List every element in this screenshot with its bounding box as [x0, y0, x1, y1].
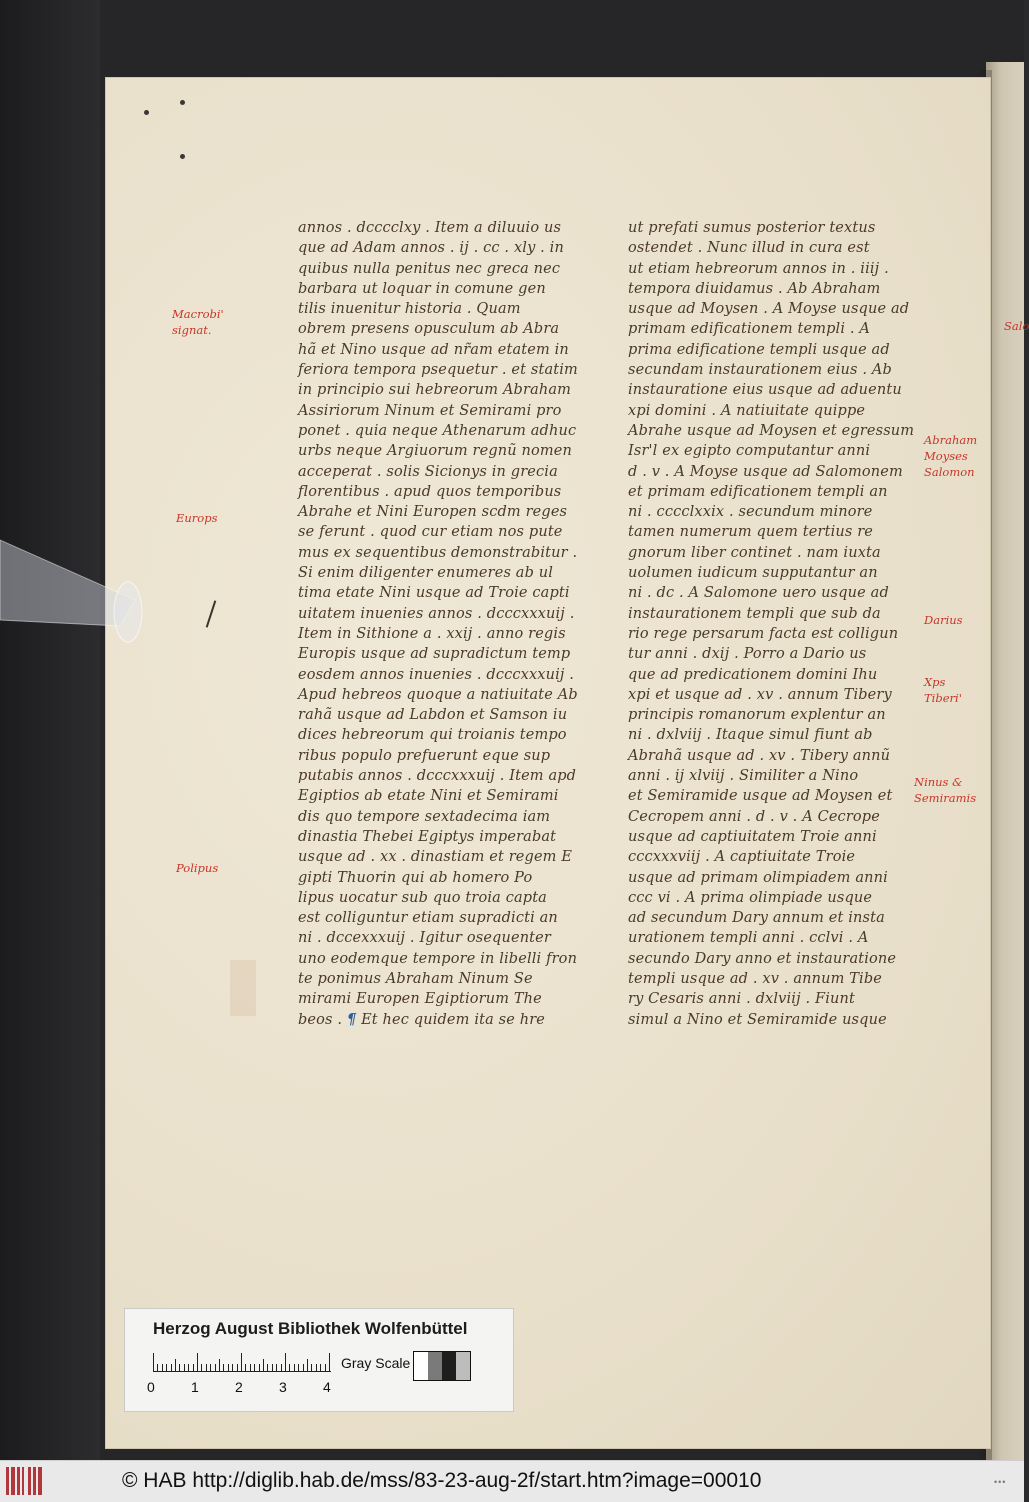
text-line: cccxxxviij . A captiuitate Troie: [628, 849, 856, 866]
text-line: dis quo tempore sextadecima iam: [298, 808, 551, 825]
margin-note: Ninus & Semiramis: [914, 775, 977, 805]
text-line: in principio sui hebreorum Abraham: [298, 382, 572, 399]
text-line: et primam edificationem templi an: [628, 483, 888, 500]
text-line: dices hebreorum qui troianis tempo: [298, 727, 567, 744]
text-line: usque ad captiuitatem Troie anni: [628, 828, 877, 845]
text-line: gipti Thuorin qui ab homero Po: [298, 869, 533, 886]
text-line: ni . dxlviij . Itaque simul fiunt ab: [628, 727, 873, 744]
text-line: urationem templi anni . cclvi . A: [628, 930, 869, 947]
gray-swatch: [414, 1352, 428, 1380]
text-line: instauratione eius usque ad aduentu: [628, 382, 902, 399]
text-line: Cecropem anni . d . v . A Cecrope: [628, 808, 880, 825]
paragraph-mark-icon: ¶: [346, 1010, 357, 1028]
text-line: acceperat . solis Sicionys in grecia: [298, 463, 558, 480]
text-line: annos . dcccclxy . Item a diluuio us: [298, 220, 562, 236]
text-line: tur anni . dxij . Porro a Dario us: [628, 646, 867, 663]
text-line: prima edificatione templi usque ad: [628, 341, 890, 358]
text-line: ut etiam hebreorum annos in . iiij .: [628, 260, 889, 277]
ruler-number: 1: [191, 1379, 199, 1395]
text-line: obrem presens opusculum ab Abra: [298, 321, 560, 338]
text-line: gnorum liber continet . nam iuxta: [628, 544, 881, 561]
text-line: Abrahe et Nini Europen scdm reges: [298, 504, 568, 521]
backdrop-edge: [0, 0, 100, 1460]
text-line: templi usque ad . xv . annum Tibe: [628, 970, 883, 987]
text-line: ad secundum Dary annum et insta: [628, 910, 885, 927]
text-line: Abrahe usque ad Moysen et egressum: [628, 422, 915, 439]
text-line: ni . dc . A Salomone uero usque ad: [628, 585, 889, 602]
gray-swatch: [428, 1352, 442, 1380]
glass-weight: [0, 540, 150, 650]
text-line: hã et Nino usque ad nr̃am etatem in: [298, 341, 569, 358]
text-line: Egiptios ab etate Nini et Semirami: [298, 788, 559, 805]
text-line: florentibus . apud quos temporibus: [298, 483, 562, 500]
text-line: ni . dccexxxuij . Igitur osequenter: [298, 930, 551, 947]
footer-bar: [0, 1460, 1024, 1502]
text-line: Si enim diligenter enumeres ab ul: [298, 565, 554, 582]
text-line: tamen numerum quem tertius re: [628, 524, 874, 541]
text-line: mirami Europen Egiptiorum The: [298, 991, 542, 1008]
text-line: feriora tempora psequetur . et statim: [298, 362, 578, 379]
text-line: te ponimus Abraham Ninum Se: [298, 970, 533, 987]
text-line: ribus populo prefuerunt eque sup: [298, 747, 551, 764]
text-line: tilis inuenitur historia . Quam: [298, 301, 521, 318]
text-line: dinastia Thebei Egiptys imperabat: [298, 828, 557, 845]
text-line: Apud hebreos quoque a natiuitate Ab: [298, 686, 578, 703]
text-line: secundam instaurationem eius . Ab: [628, 362, 892, 379]
gray-swatch: [456, 1352, 470, 1380]
text-line: uno eodemque tempore in libelli fron: [298, 950, 578, 967]
scale-card: [124, 1308, 514, 1412]
text-line: ccc vi . A prima olimpiade usque: [628, 889, 873, 906]
gray-swatch: [442, 1352, 456, 1380]
text-line: eosdem annos inuenies . dcccxxxuij .: [298, 666, 575, 683]
line-end: Et hec quidem ita se hre: [356, 1011, 546, 1028]
text-line: usque ad primam olimpiadem anni: [628, 869, 888, 886]
margin-note: Abraham Moyses Salomon: [924, 433, 978, 479]
text-line: rahã usque ad Labdon et Samson iu: [298, 707, 568, 724]
page-indicator: •••: [994, 1477, 1007, 1487]
margin-note: Macrobi' signat.: [172, 307, 224, 337]
text-line: instaurationem templi que sub da: [628, 605, 881, 622]
text-line: putabis annos . dcccxxxuij . Item apd: [298, 768, 577, 785]
margin-note: Europs: [176, 511, 218, 525]
text-line: que ad Adam annos . ij . cc . xly . in: [298, 240, 564, 257]
text-line: Abrahã usque ad . xv . Tibery annũ: [628, 747, 891, 764]
text-column-right: [628, 218, 914, 1030]
margin-note: Xps Tiberi': [924, 675, 962, 705]
text-line: tima etate Nini usque ad Troie capti: [298, 585, 570, 602]
text-line-last: [298, 1010, 578, 1030]
text-line: ponet . quia neque Athenarum adhuc: [298, 422, 577, 439]
copyright-url[interactable]: © HAB http://diglib.hab.de/mss/83-23-aug-2f/start.htm?image=00010: [122, 1469, 762, 1492]
text-line: est colliguntur etiam supradicti an: [298, 910, 558, 927]
text-line: se ferunt . quod cur etiam nos pute: [298, 524, 563, 541]
text-line: mus ex sequentibus demonstrabitur .: [298, 544, 578, 561]
ruler-number: 2: [235, 1379, 243, 1395]
text-line: uitatem inuenies annos . dcccxxxuij .: [298, 605, 575, 622]
text-line: tempora diuidamus . Ab Abraham: [628, 280, 881, 297]
text-line: usque ad . xx . dinastiam et regem E: [298, 849, 573, 866]
margin-note: Polipus: [176, 861, 219, 875]
text-line: secundo Dary anno et instauratione: [628, 950, 897, 967]
line-start: beos .: [298, 1011, 347, 1028]
ruler-number: 3: [279, 1379, 287, 1395]
text-line: anni . ij xlviij . Similiter a Nino: [628, 768, 859, 785]
text-line: que ad predicationem domini Ihu: [628, 666, 878, 683]
text-line: xpi et usque ad . xv . annum Tibery: [628, 686, 892, 703]
cm-ruler: [153, 1353, 331, 1372]
text-line: Assiriorum Ninum et Semirami pro: [298, 402, 562, 419]
text-line: et Semiramide usque ad Moysen et: [628, 788, 893, 805]
text-line: simul a Nino et Semiramide usque: [628, 1011, 887, 1028]
library-name: Herzog August Bibliothek Wolfenbüttel: [153, 1319, 468, 1338]
text-line: d . v . A Moyse usque ad Salomonem: [628, 463, 903, 480]
text-line: Isr'l ex egipto computantur anni: [628, 443, 871, 460]
text-line: Item in Sithione a . xxij . anno regis: [298, 625, 566, 642]
ruler-number: 0: [147, 1379, 155, 1395]
text-line: rio rege persarum facta est colligun: [628, 625, 899, 642]
margin-note: Darius: [924, 613, 963, 627]
text-line: barbara ut loquar in comune gen: [298, 280, 546, 297]
margin-note: Salo: [1004, 319, 1029, 333]
text-column-left: [298, 218, 578, 1030]
gray-scale-swatches: [413, 1351, 471, 1381]
text-line: primam edificationem templi . A: [628, 321, 871, 338]
text-line: ostendet . Nunc illud in cura est: [628, 240, 870, 257]
ruler-number: 4: [323, 1379, 331, 1395]
text-line: ut prefati sumus posterior textus: [628, 220, 876, 236]
text-line: xpi domini . A natiuitate quippe: [628, 402, 866, 419]
text-line: urbs neque Argiuorum regnũ nomen: [298, 443, 572, 460]
text-line: usque ad Moysen . A Moyse usque ad: [628, 301, 910, 318]
text-line: uolumen iudicum supputantur an: [628, 565, 878, 582]
text-line: lipus uocatur sub quo troia capta: [298, 889, 547, 906]
text-line: Europis usque ad supradictum temp: [298, 646, 571, 663]
hab-logo-icon[interactable]: [6, 1467, 48, 1495]
text-line: quibus nulla penitus nec greca nec: [298, 260, 561, 277]
text-line: principis romanorum explentur an: [628, 707, 886, 724]
faint-stain: [230, 960, 256, 1016]
text-line: ni . cccclxxix . secundum minore: [628, 504, 873, 521]
text-line: ry Cesaris anni . dxlviij . Fiunt: [628, 991, 855, 1008]
gray-scale-label: Gray Scale: [341, 1355, 411, 1371]
